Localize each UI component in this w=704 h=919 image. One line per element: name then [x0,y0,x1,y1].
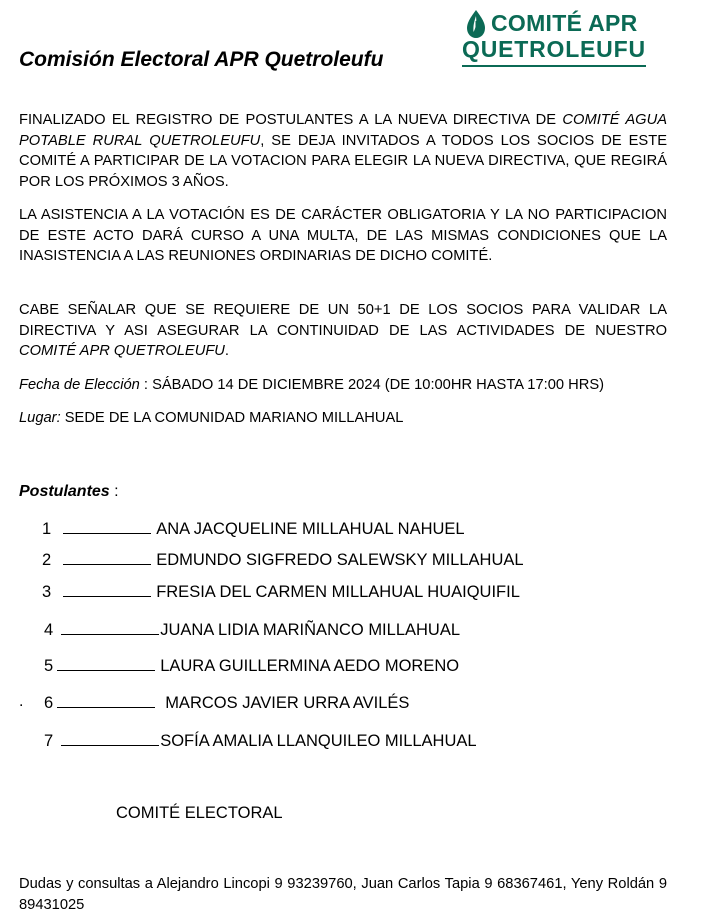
candidate-name: MARCOS JAVIER URRA AVILÉS [165,694,410,712]
candidate-item: 1 ANA JACQUELINE MILLAHUAL NAHUEL [42,520,465,538]
water-drop-leaf-icon [464,9,488,39]
candidate-item: 5 LAURA GUILLERMINA AEDO MORENO [44,657,460,675]
page-title: Comisión Electoral APR Quetroleufu [19,48,384,71]
candidate-item: 4 JUANA LIDIA MARIÑANCO MILLAHUAL [44,621,461,639]
attendance-paragraph: LA ASISTENCIA A LA VOTACIÓN ES DE CARÁCTER OBLIGATORIA Y LA NO PARTICIPACION DE ESTE ACTO DARÁ CURSO A UNA MULTA, DE LAS MISMAS CONDICIONES QUE LA INASISTENCIA A LAS REUNIONES ORDINARIAS DE DICHO COMITÉ. [19,207,667,264]
logo-underline [462,65,646,67]
candidate-item: 2 EDMUNDO SIGFREDO SALEWSKY MILLAHUAL [42,551,524,569]
intro-paragraph: FINALIZADO EL REGISTRO DE POSTULANTES A LA NUEVA DIRECTIVA DE COMITÉ AGUA POTABLE RURAL QUETROLEUFU, SE DEJA INVITADOS A TODOS LOS SOCIOS DE ESTE COMITÉ A PARTICIPAR DE LA VOTACION PARA ELEGIR LA NUEVA DIRECTIVA, QUE REGIRÁ POR LOS PRÓXIMOS 3 AÑOS. [19,112,667,190]
candidate-item: 7 SOFÍA AMALIA LLANQUILEO MILLAHUAL [44,732,477,750]
candidate-item: 3 FRESIA DEL CARMEN MILLAHUAL HUAIQUIFIL [42,583,520,601]
candidate-name: LAURA GUILLERMINA AEDO MORENO [160,657,460,675]
committee-logo [460,8,650,72]
candidate-item: 6 MARCOS JAVIER URRA AVILÉS [44,694,410,712]
candidate-name: SOFÍA AMALIA LLANQUILEO MILLAHUAL [160,732,477,750]
election-date: Fecha de Elección : SÁBADO 14 DE DICIEMBRE 2024 (DE 10:00HR HASTA 17:00 HRS) [19,377,605,393]
stray-mark: . [19,693,24,710]
candidate-name: EDMUNDO SIGFREDO SALEWSKY MILLAHUAL [156,551,524,569]
electoral-committee-signature: COMITÉ ELECTORAL [116,804,283,822]
contact-info: Dudas y consultas a Alejandro Lincopi 9 93239760, Juan Carlos Tapia 9 68367461, Yeny Roldán 9 89431025 [19,876,667,913]
candidate-name: ANA JACQUELINE MILLAHUAL NAHUEL [156,520,465,538]
logo-text-line2: QUETROLEUFU [462,36,646,62]
candidates-heading: Postulantes : [19,483,119,500]
candidate-name: FRESIA DEL CARMEN MILLAHUAL HUAIQUIFIL [156,583,520,601]
candidate-name: JUANA LIDIA MARIÑANCO MILLAHUAL [160,621,461,639]
logo-text-line1: COMITÉ APR [491,10,638,36]
election-place: Lugar: SEDE DE LA COMUNIDAD MARIANO MILLAHUAL [19,410,404,426]
quorum-paragraph: CABE SEÑALAR QUE SE REQUIERE DE UN 50+1 DE LOS SOCIOS PARA VALIDAR LA DIRECTIVA Y ASI ASEGURAR LA CONTINUIDAD DE LAS ACTIVIDADES DE NUESTRO COMITÉ APR QUETROLEUFU. [19,302,667,359]
